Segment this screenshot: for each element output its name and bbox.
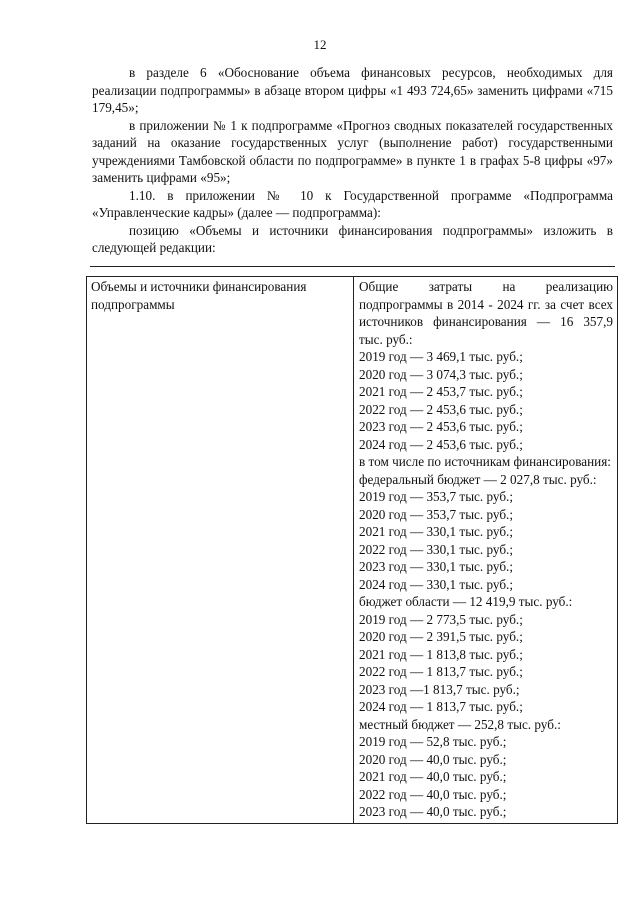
list-item: 2022 год — 330,1 тыс. руб.;: [359, 541, 514, 557]
list-item: 2022 год — 40,0 тыс. руб.;: [359, 786, 507, 802]
sources-heading: в том числе по источникам финансирования:: [359, 454, 611, 469]
list-item: 2022 год — 1 813,7 тыс. руб.;: [359, 664, 523, 679]
table-row-value: [354, 277, 618, 824]
list-item: 2019 год — 3 469,1 тыс. руб.;: [359, 349, 523, 364]
list-item: 2020 год — 40,0 тыс. руб.;: [359, 751, 507, 767]
page-number: 12: [313, 37, 327, 52]
list-item: 2024 год — 330,1 тыс. руб.;: [359, 576, 514, 592]
list-item: 2023 год —1 813,7 тыс. руб.;: [359, 681, 520, 697]
list-item: 2019 год — 2 773,5 тыс. руб.;: [359, 611, 523, 627]
paragraph-item-1-10: 1.10. в приложении № 10 к Государственной программе «Подпрограмма «Управленческие кадры» (далее — подпрограмма):: [92, 187, 613, 220]
list-item: 2021 год — 2 453,7 тыс. руб.;: [359, 384, 523, 399]
regional-budget-total: бюджет области — 12 419,9 тыс. руб.:: [359, 594, 573, 609]
amendment-text: [92, 64, 613, 257]
paragraph-position: позицию «Объемы и источники финансирования подпрограммы» изложить в следующей редакции:: [92, 222, 613, 255]
list-item: 2019 год — 353,7 тыс. руб.;: [359, 489, 514, 504]
list-item: 2019 год — 52,8 тыс. руб.;: [359, 734, 507, 749]
paragraph-section-6: в разделе 6 «Обоснование объема финансовых ресурсов, необходимых для реализации подпрограммы» в абзаце втором цифры «1 493 724,65» заменить цифрами «715 179,45»;: [92, 65, 613, 115]
list-item: 2022 год — 2 453,6 тыс. руб.;: [359, 401, 523, 417]
funding-table: [86, 276, 618, 824]
list-item: 2020 год — 353,7 тыс. руб.;: [359, 506, 514, 522]
local-budget-total: местный бюджет — 252,8 тыс. руб.:: [359, 716, 561, 732]
list-item: 2023 год — 330,1 тыс. руб.;: [359, 559, 514, 574]
list-item: 2024 год — 1 813,7 тыс. руб.;: [359, 699, 523, 714]
table-row: [87, 277, 618, 824]
federal-budget-total: федеральный бюджет — 2 027,8 тыс. руб.:: [359, 471, 597, 487]
list-item: 2024 год — 2 453,6 тыс. руб.;: [359, 436, 523, 452]
list-item: 2023 год — 2 453,6 тыс. руб.;: [359, 419, 523, 434]
list-item: 2021 год — 330,1 тыс. руб.;: [359, 524, 514, 539]
table-row-label: Объемы и источники финансирования подпрограммы: [87, 277, 354, 824]
list-item: 2021 год — 40,0 тыс. руб.;: [359, 769, 507, 784]
paragraph-appendix-1: в приложении № 1 к подпрограмме «Прогноз сводных показателей государственных заданий на оказание государственных услуг (выполнение работ) государственными учреждениями Тамбовской области по подпрограмме» в пункте 1 в графах 5-8 цифры «97» заменить цифрами «95»;: [92, 117, 613, 185]
list-item: 2020 год — 3 074,3 тыс. руб.;: [359, 366, 523, 382]
list-item: 2021 год — 1 813,8 тыс. руб.;: [359, 646, 523, 662]
list-item: 2020 год — 2 391,5 тыс. руб.;: [359, 629, 523, 644]
divider-line: [90, 266, 615, 267]
total-funding-text: Общие затраты на реализацию подпрограммы в 2014 - 2024 гг. за счет всех источников финансирования — 16 357,9 тыс. руб.:: [359, 279, 613, 347]
list-item: 2023 год — 40,0 тыс. руб.;: [359, 804, 507, 819]
